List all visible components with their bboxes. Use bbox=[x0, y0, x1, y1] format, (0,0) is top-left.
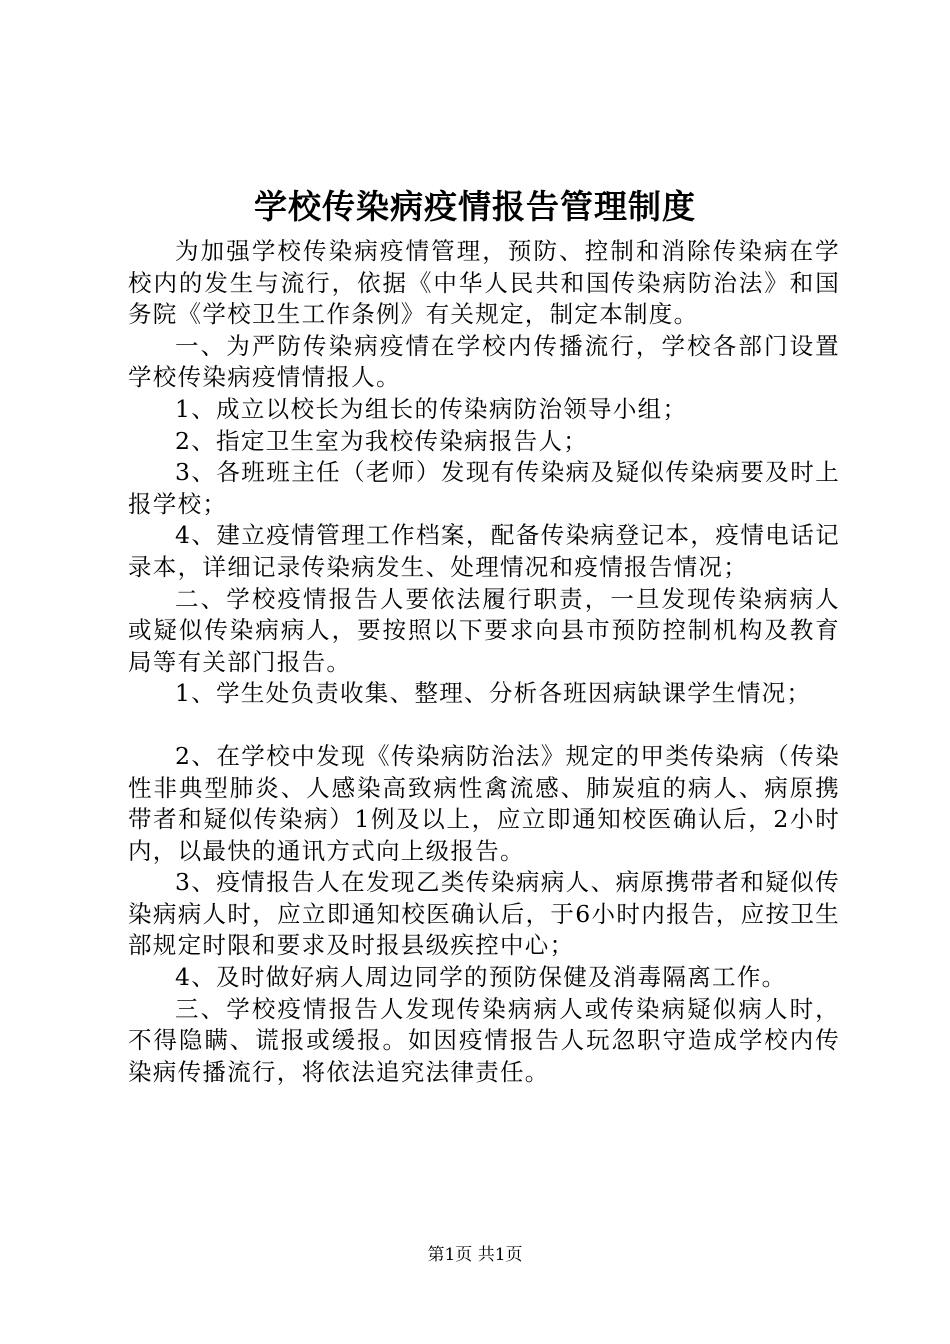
section-two-item-3: 3、疫情报告人在发现乙类传染病病人、病原携带者和疑似传染病病人时，应立即通知校医确认后，于6小时内报告，应按卫生部规定时限和要求及时报县级疾控中心； bbox=[128, 868, 840, 960]
section-one-item-4: 4、建立疫情管理工作档案，配备传染病登记本，疫情电话记录本，详细记录传染病发生、处理情况和疫情报告情况； bbox=[128, 521, 840, 581]
section-two-item-2: 2、在学校中发现《传染病防治法》规定的甲类传染病（传染性非典型肺炎、人感染高致病性禽流感、肺炭疽的病人、病原携带者和疑似传染病）1例及以上，应立即通知校医确认后，2小时内，以最快的通讯方式向上级报告。 bbox=[128, 741, 840, 865]
section-one-item-3: 3、各班班主任（老师）发现有传染病及疑似传染病要及时上报学校； bbox=[128, 458, 840, 518]
document-body bbox=[128, 236, 840, 1088]
section-two-item-4: 4、及时做好病人周边同学的预防保健及消毒隔离工作。 bbox=[175, 963, 787, 992]
section-one-heading: 一、为严防传染病疫情在学校内传播流行，学校各部门设置学校传染病疫情情报人。 bbox=[128, 331, 840, 392]
document-title: 学校传染病疫情报告管理制度 bbox=[254, 187, 696, 226]
section-two-item-1: 1、学生处负责收集、整理、分析各班因病缺课学生情况； bbox=[175, 679, 812, 708]
section-two-heading: 二、学校疫情报告人要依法履行职责，一旦发现传染病病人或疑似传染病病人，要按照以下要求向县市预防控制机构及教育局等有关部门报告。 bbox=[128, 584, 840, 676]
section-three-paragraph: 三、学校疫情报告人发现传染病病人或传染病疑似病人时，不得隐瞒、谎报或缓报。如因疫情报告人玩忽职守造成学校内传染病传播流行，将依法追究法律责任。 bbox=[128, 994, 840, 1086]
section-one-item-1: 1、成立以校长为组长的传染病防治领导小组； bbox=[175, 394, 688, 423]
section-one-item-2: 2、指定卫生室为我校传染病报告人； bbox=[175, 426, 589, 455]
page-number-footer: 第1页 共1页 bbox=[427, 1245, 523, 1265]
intro-paragraph: 为加强学校传染病疫情管理，预防、控制和消除传染病在学校内的发生与流行，依据《中华人民共和国传染病防治法》和国务院《学校卫生工作条例》有关规定，制定本制度。 bbox=[128, 237, 840, 329]
